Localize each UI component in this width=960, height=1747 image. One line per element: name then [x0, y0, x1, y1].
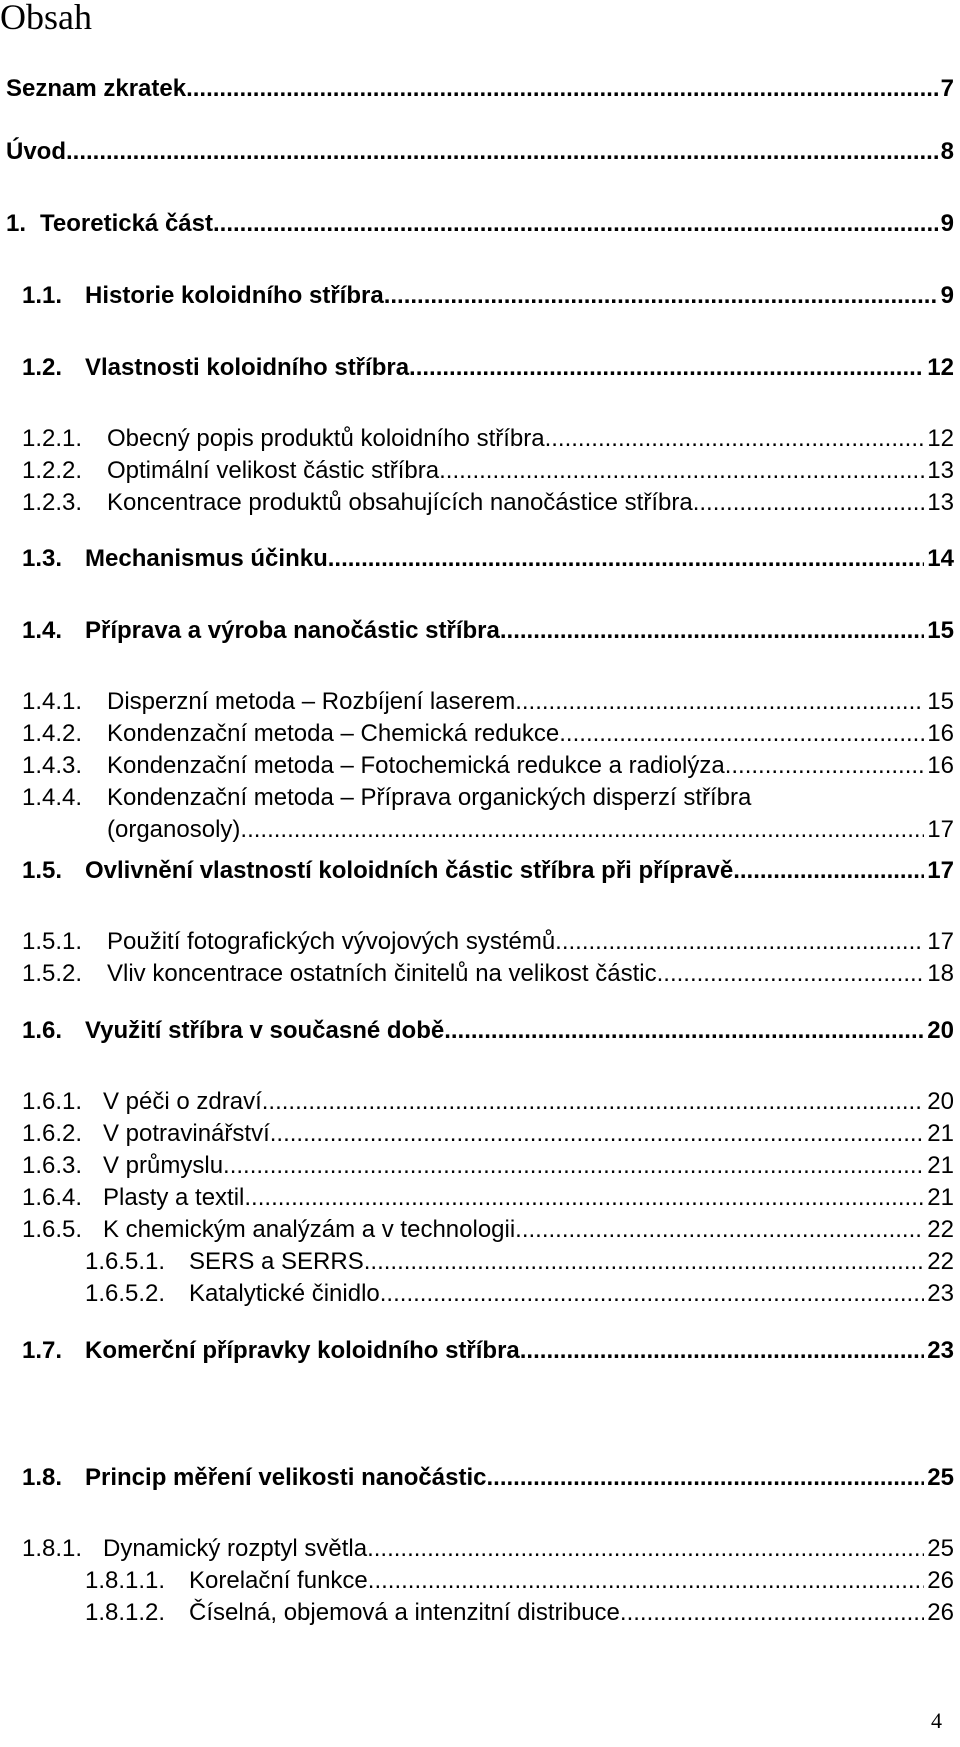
toc-entry-page: 25: [927, 1535, 954, 1562]
toc-entry-title: SERS a SERRS: [189, 1248, 364, 1275]
toc-entry-number: 1.6.5.: [22, 1216, 83, 1243]
toc-entry-number: 1.6.3.: [22, 1152, 83, 1179]
toc-entry-page: 26: [927, 1599, 954, 1626]
toc-entry-title: Dynamický rozptyl světla: [103, 1535, 368, 1562]
toc-entry-number: 1.6.: [22, 1017, 63, 1044]
toc-entry-title: Princip měření velikosti nanočástic: [85, 1464, 487, 1491]
toc-entry[interactable]: [22, 1152, 954, 1180]
toc-entry-title: Plasty a textil: [103, 1184, 245, 1211]
toc-entry-page: 20: [927, 1088, 954, 1115]
toc-entry-page: 7: [940, 75, 954, 102]
toc-entry[interactable]: [22, 282, 954, 310]
toc-entry-page: 12: [927, 425, 954, 452]
toc-entry-title: K chemickým analýzám a v technologii: [103, 1216, 516, 1243]
toc-entry-title: V průmyslu: [103, 1152, 224, 1179]
toc-entry[interactable]: [6, 210, 954, 238]
toc-entry[interactable]: [6, 138, 954, 166]
toc-entry-page: 23: [927, 1280, 954, 1307]
toc-entry-title: V potravinářství: [103, 1120, 270, 1147]
toc-entry-number: 1.4.3.: [22, 752, 83, 779]
toc-leader-dots: [515, 688, 924, 716]
toc-leader-dots: [367, 1535, 924, 1563]
toc-leader-dots: [559, 720, 924, 748]
toc-entry-number: 1.6.1.: [22, 1088, 83, 1115]
toc-entry-title: Obecný popis produktů koloidního stříbra: [107, 425, 545, 452]
toc-entry-title: Komerční přípravky koloidního stříbra: [85, 1337, 520, 1364]
toc-entry-title: Vlastnosti koloidního stříbra: [85, 354, 410, 381]
toc-entry[interactable]: [22, 545, 954, 573]
toc-leader-dots: [380, 1280, 925, 1308]
toc-entry-page: 13: [927, 489, 954, 516]
toc-leader-dots: [384, 282, 938, 310]
toc-leader-dots: [439, 457, 924, 485]
toc-leader-dots: [262, 1088, 925, 1116]
toc-entry-page: 23: [927, 1337, 954, 1364]
toc-leader-dots: [545, 425, 925, 453]
toc-entry-title: Kondenzační metoda – Fotochemická redukce a radiolýza: [107, 752, 725, 779]
toc-leader-dots: [270, 1120, 925, 1148]
toc-entry-page: 18: [927, 960, 954, 987]
toc-entry[interactable]: [22, 425, 954, 453]
toc-entry[interactable]: [22, 688, 954, 716]
toc-entry-title: Katalytické činidlo: [189, 1280, 380, 1307]
toc-leader-dots: [328, 545, 925, 573]
toc-entry[interactable]: [22, 720, 954, 748]
toc-leader-dots: [620, 1599, 924, 1627]
toc-leader-dots: [693, 489, 925, 517]
toc-entry-continuation[interactable]: [107, 816, 954, 844]
toc-entry-number: 1.6.2.: [22, 1120, 83, 1147]
toc-entry-number: 1.6.4.: [22, 1184, 83, 1211]
toc-leader-dots: [733, 857, 924, 885]
toc-entry-page: 14: [927, 545, 954, 572]
toc-leader-dots: [725, 752, 925, 780]
toc-entry-title: Kondenzační metoda – Chemická redukce: [107, 720, 560, 747]
toc-entry-number: 1.2.1.: [22, 425, 83, 452]
toc-entry-number: 1.6.5.2.: [85, 1280, 166, 1307]
toc-entry-number: 1.5.2.: [22, 960, 83, 987]
toc-entry-title: Kondenzační metoda – Příprava organických disperzí stříbra: [107, 784, 752, 811]
toc-entry-page: 16: [927, 752, 954, 779]
toc-leader-dots: [409, 354, 924, 382]
toc-entry-number: 1.2.3.: [22, 489, 83, 516]
toc-entry[interactable]: [85, 1599, 954, 1627]
toc-entry[interactable]: [22, 1337, 954, 1365]
toc-entry-number: 1.8.1.1.: [85, 1567, 166, 1594]
toc-entry[interactable]: [22, 1464, 954, 1492]
toc-entry-page: 12: [927, 354, 954, 381]
toc-entry-page: 13: [927, 457, 954, 484]
toc-leader-dots: [244, 1184, 924, 1212]
toc-entry-page: 17: [927, 857, 954, 884]
toc-entry-number: 1.4.: [22, 617, 63, 644]
toc-entry-title-continued: (organosoly): [107, 816, 241, 843]
toc-entry-number: 1.7.: [22, 1337, 63, 1364]
toc-entry[interactable]: [22, 752, 954, 780]
toc-entry-number: 1.4.1.: [22, 688, 83, 715]
toc-entry-title: Teoretická část: [40, 210, 213, 237]
toc-entry-title: Číselná, objemová a intenzitní distribuce: [189, 1599, 620, 1626]
toc-leader-dots: [364, 1248, 925, 1276]
toc-entry-page: 21: [927, 1152, 954, 1179]
toc-entry-number: 1.4.4.: [22, 784, 83, 811]
toc-entry-title: Úvod: [6, 138, 66, 165]
toc-entry[interactable]: [22, 1216, 954, 1244]
toc-entry-number: 1.8.: [22, 1464, 63, 1491]
toc-entry-title: Příprava a výroba nanočástic stříbra: [85, 617, 500, 644]
toc-entry-title: Historie koloidního stříbra: [85, 282, 384, 309]
toc-leader-dots: [520, 1337, 925, 1365]
toc-entry[interactable]: [22, 354, 954, 382]
toc-entry[interactable]: [22, 784, 751, 812]
toc-entry-page: 17: [927, 816, 954, 843]
toc-entry-page: 20: [927, 1017, 954, 1044]
toc-entry-number: 1.8.1.2.: [85, 1599, 166, 1626]
toc-entry-number: 1.: [6, 210, 27, 237]
toc-entry[interactable]: [22, 960, 954, 988]
toc-entry-number: 1.8.1.: [22, 1535, 83, 1562]
toc-entry-title: Koncentrace produktů obsahujících nanočástice stříbra: [107, 489, 693, 516]
toc-entry-title: Mechanismus účinku: [85, 545, 328, 572]
toc-entry-number: 1.4.2.: [22, 720, 83, 747]
toc-leader-dots: [240, 816, 924, 844]
toc-leader-dots: [500, 617, 924, 645]
toc-leader-dots: [66, 138, 938, 166]
toc-entry-page: 9: [940, 282, 954, 309]
toc-entry[interactable]: [22, 928, 954, 956]
toc-entry-page: 26: [927, 1567, 954, 1594]
toc-entry-number: 1.3.: [22, 545, 63, 572]
page-title: Obsah: [0, 0, 92, 37]
toc-entry-page: 22: [927, 1216, 954, 1243]
toc-entry-page: 9: [940, 210, 954, 237]
toc-entry[interactable]: [22, 1535, 954, 1563]
toc-entry-number: 1.1.: [22, 282, 63, 309]
toc-entry[interactable]: [85, 1280, 954, 1308]
toc-entry-title: Ovlivnění vlastností koloidních částic stříbra při přípravě: [85, 857, 734, 884]
toc-entry-page: 17: [927, 928, 954, 955]
toc-entry-page: 8: [940, 138, 954, 165]
toc-entry-title: Optimální velikost částic stříbra: [107, 457, 440, 484]
toc-leader-dots: [444, 1017, 924, 1045]
toc-entry[interactable]: [22, 1184, 954, 1212]
toc-entry[interactable]: [22, 457, 954, 485]
toc-entry[interactable]: [22, 489, 954, 517]
toc-entry[interactable]: [6, 75, 954, 103]
toc-entry-number: 1.2.2.: [22, 457, 83, 484]
toc-entry-number: 1.6.5.1.: [85, 1248, 166, 1275]
toc-leader-dots: [223, 1152, 924, 1180]
toc-entry-page: 25: [927, 1464, 954, 1491]
toc-entry[interactable]: [22, 1088, 954, 1116]
toc-entry-page: 16: [927, 720, 954, 747]
toc-leader-dots: [555, 928, 924, 956]
toc-entry-number: 1.5.: [22, 857, 63, 884]
toc-leader-dots: [368, 1567, 925, 1595]
toc-entry-number: 1.2.: [22, 354, 63, 381]
toc-leader-dots: [213, 210, 938, 238]
toc-entry[interactable]: [22, 1120, 954, 1148]
toc-entry-page: 21: [927, 1184, 954, 1211]
toc-entry[interactable]: [22, 857, 954, 885]
toc-entry-title: Disperzní metoda – Rozbíjení laserem: [107, 688, 516, 715]
toc-entry[interactable]: [22, 1017, 954, 1045]
toc-entry-title: Využití stříbra v současné době: [85, 1017, 445, 1044]
toc-entry-title: Použití fotografických vývojových systémů: [107, 928, 556, 955]
toc-leader-dots: [186, 75, 938, 103]
toc-entry-title: V péči o zdraví: [103, 1088, 262, 1115]
toc-entry[interactable]: [22, 617, 954, 645]
toc-entry[interactable]: [85, 1567, 954, 1595]
toc-leader-dots: [515, 1216, 924, 1244]
toc-leader-dots: [657, 960, 925, 988]
toc-leader-dots: [486, 1464, 924, 1492]
toc-entry-number: 1.5.1.: [22, 928, 83, 955]
toc-entry-title: Vliv koncentrace ostatních činitelů na velikost částic: [107, 960, 657, 987]
toc-entry-title: Korelační funkce: [189, 1567, 368, 1594]
toc-entry-page: 21: [927, 1120, 954, 1147]
toc-entry-page: 15: [927, 688, 954, 715]
toc-entry-page: 22: [927, 1248, 954, 1275]
toc-entry-page: 15: [927, 617, 954, 644]
toc-entry-title: Seznam zkratek: [6, 75, 187, 102]
page-number: 4: [931, 1708, 942, 1733]
toc-entry[interactable]: [85, 1248, 954, 1276]
